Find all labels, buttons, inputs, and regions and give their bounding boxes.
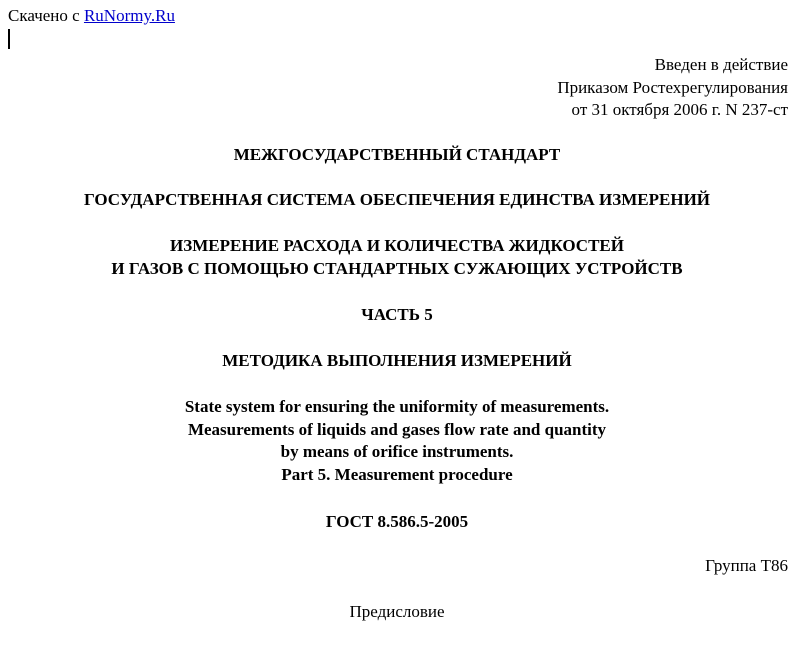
system-text: ГОСУДАРСТВЕННАЯ СИСТЕМА ОБЕСПЕЧЕНИЯ ЕДИНСТВА ИЗМЕРЕНИЙ	[83, 190, 711, 209]
english-title	[0, 396, 794, 487]
english-title-line-4: Part 5. Measurement procedure	[281, 465, 513, 485]
title-line-1: ИЗМЕРЕНИЕ РАСХОДА И КОЛИЧЕСТВА ЖИДКОСТЕЙ	[170, 236, 624, 255]
source-line	[8, 6, 175, 26]
part-text: ЧАСТЬ 5	[361, 305, 433, 324]
enactment-line-1: Введен в действие	[654, 55, 788, 74]
enactment-line-2: Приказом Ростехрегулирования	[557, 77, 788, 97]
preface-heading: Предисловие	[349, 602, 445, 621]
enactment-note	[557, 54, 788, 122]
source-link[interactable]: RuNormy.Ru	[83, 6, 175, 25]
english-title-line-3: by means of orifice instruments.	[280, 442, 514, 462]
text-cursor	[8, 29, 10, 49]
gost-number	[0, 510, 794, 533]
document-title	[0, 234, 794, 280]
group-code: Группа Т86	[705, 556, 788, 575]
part-heading	[0, 303, 794, 326]
english-title-line-2: Measurements of liquids and gases flow rate and quantity	[187, 419, 607, 439]
system-heading	[0, 188, 794, 211]
standard-type-heading	[0, 143, 794, 166]
english-title-line-1: State system for ensuring the uniformity of measurements.	[184, 397, 610, 416]
enactment-line-3: от 31 октября 2006 г. N 237-ст	[571, 100, 788, 119]
source-prefix: Скачено с	[8, 6, 84, 25]
method-heading	[0, 349, 794, 372]
title-line-2: И ГАЗОВ С ПОМОЩЬЮ СТАНДАРТНЫХ СУЖАЮЩИХ УСТРОЙСТВ	[111, 259, 683, 278]
gost-number-text: ГОСТ 8.586.5-2005	[325, 512, 469, 531]
standard-type-text: МЕЖГОСУДАРСТВЕННЫЙ СТАНДАРТ	[233, 145, 561, 164]
method-text: МЕТОДИКА ВЫПОЛНЕНИЯ ИЗМЕРЕНИЙ	[222, 351, 572, 370]
